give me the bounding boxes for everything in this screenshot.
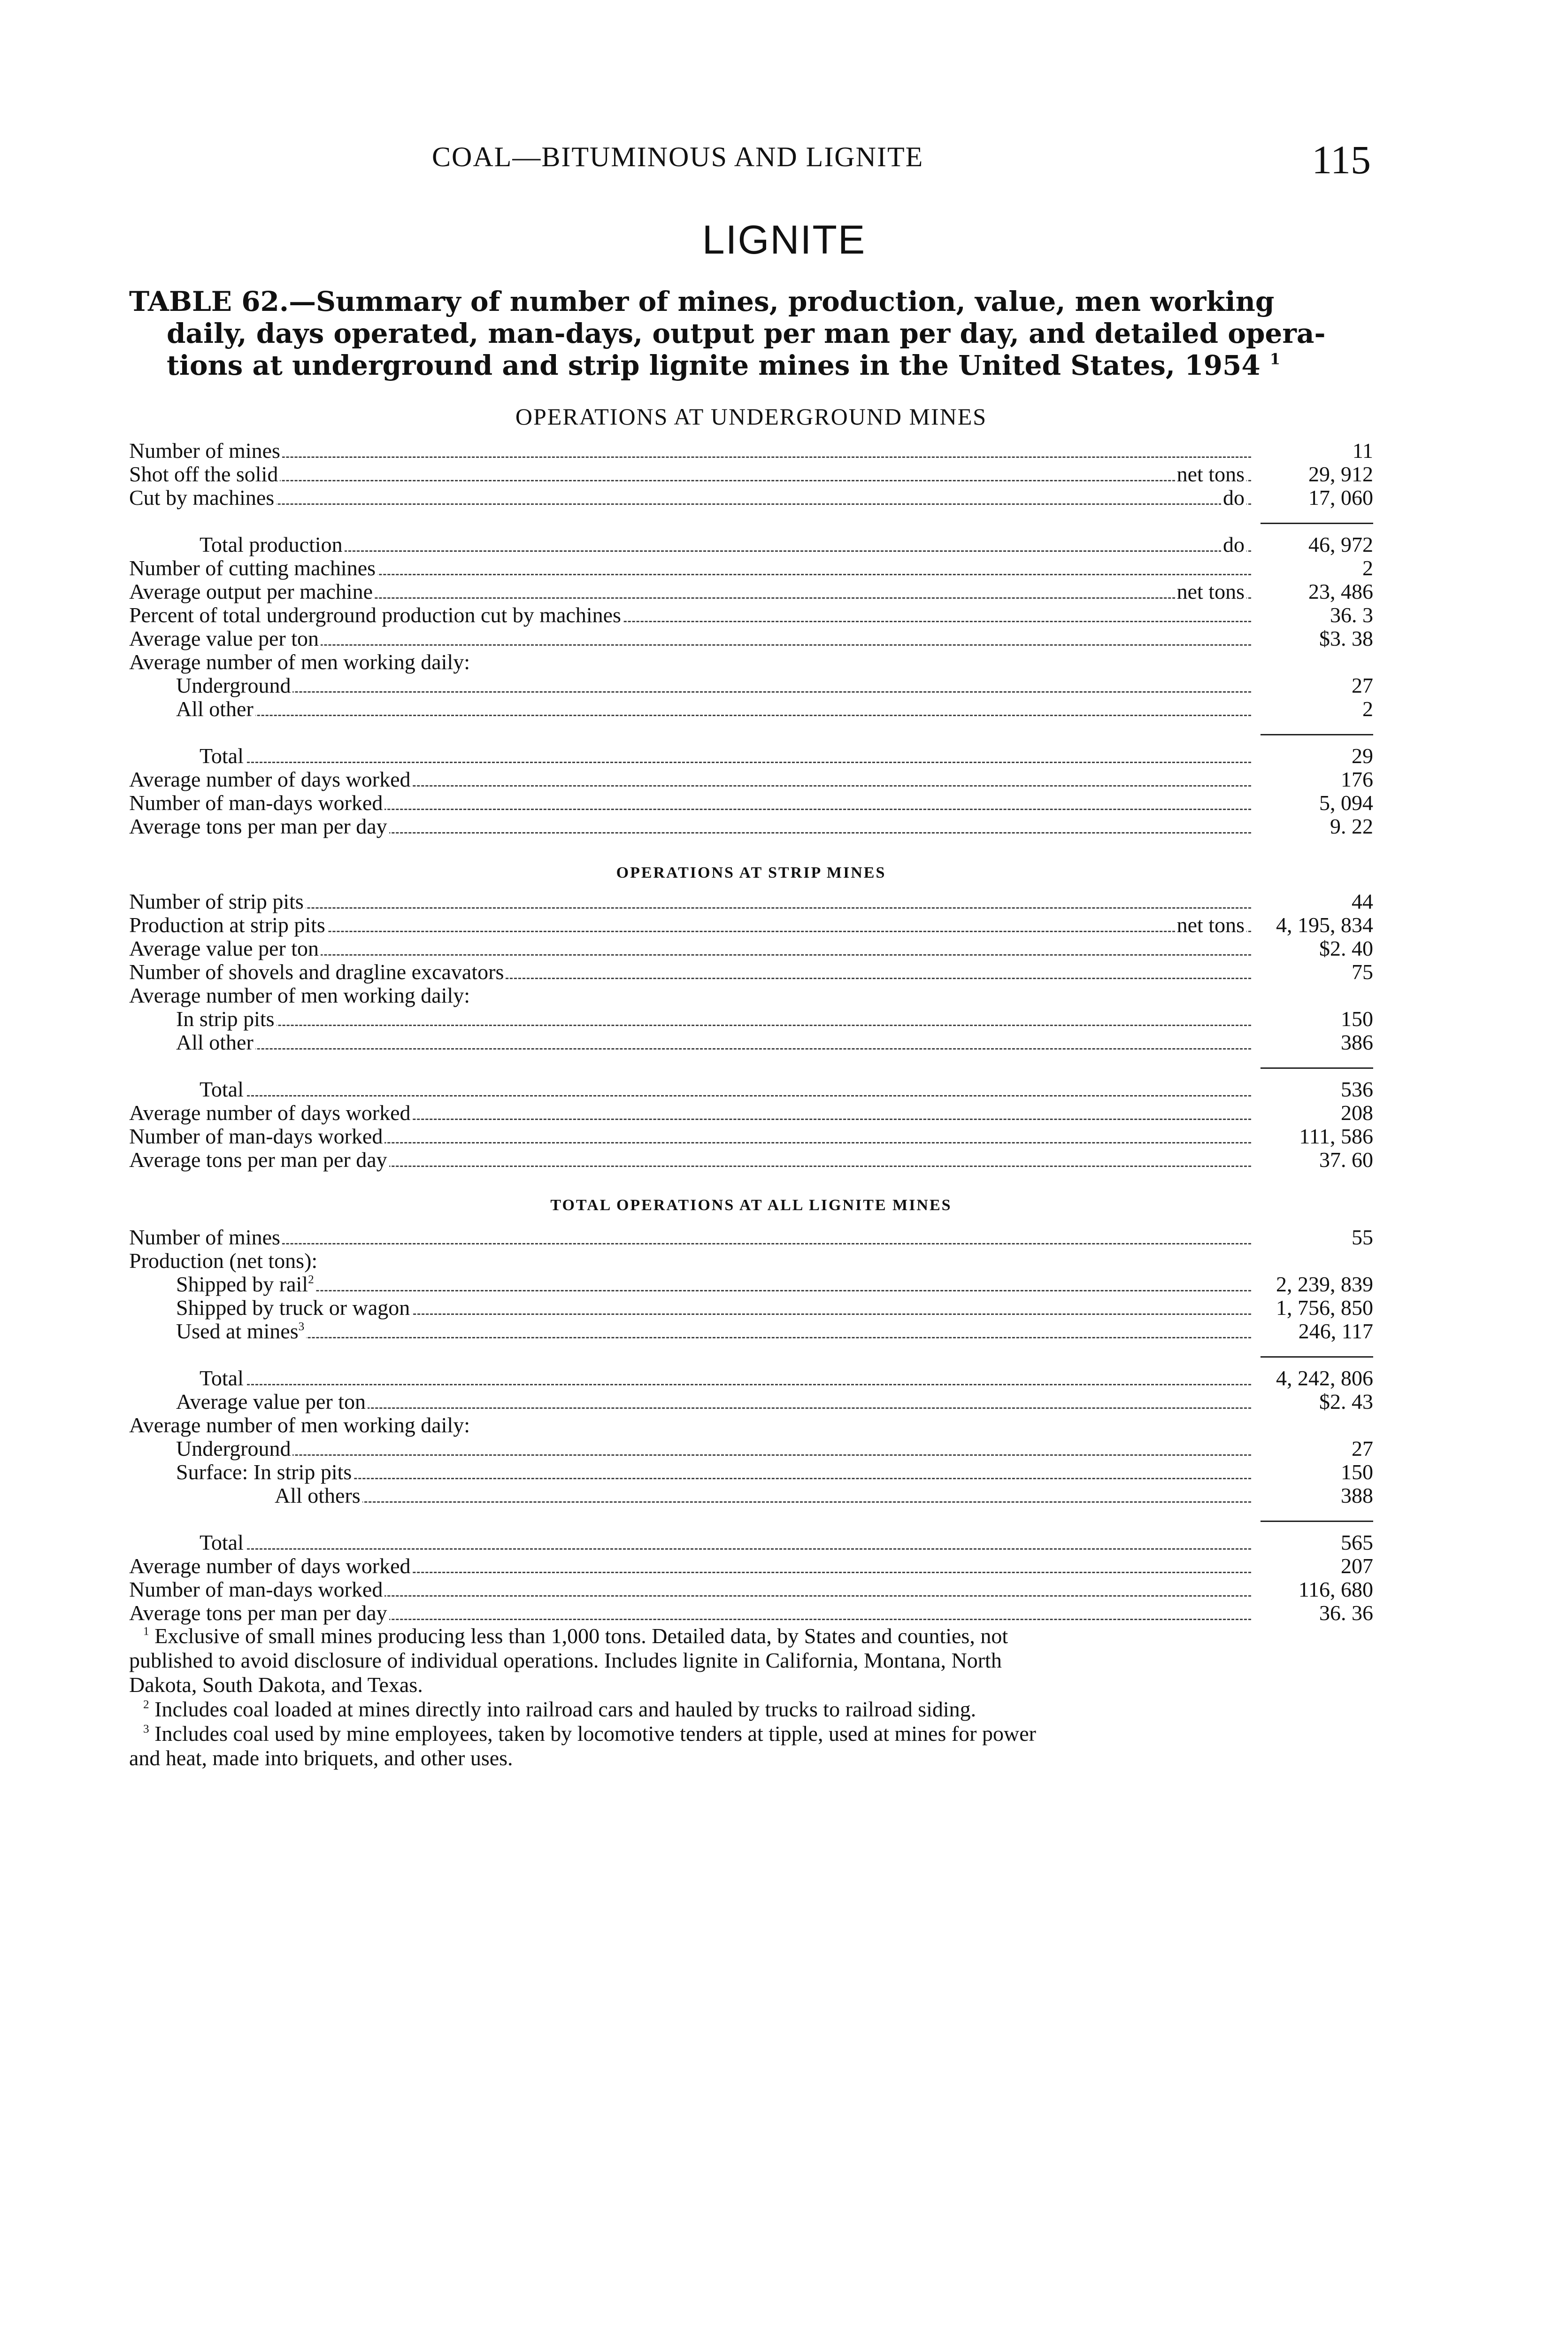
row-label-text: All other bbox=[176, 1030, 254, 1054]
section-title: LIGNITE bbox=[702, 217, 866, 263]
row-label-text: Surface: In strip pits bbox=[176, 1460, 352, 1484]
row-label-text: Total bbox=[200, 1077, 244, 1101]
row-label-text: Total production bbox=[200, 533, 343, 556]
row-value: 46, 972 bbox=[1308, 533, 1373, 556]
row-label-text: All others bbox=[275, 1483, 361, 1507]
row-value: 17, 060 bbox=[1308, 486, 1373, 510]
leader-dots bbox=[138, 481, 1251, 505]
row-label-text: Number of strip pits bbox=[129, 889, 304, 913]
table-row bbox=[129, 815, 1373, 838]
table-row bbox=[129, 1148, 1373, 1172]
table-row bbox=[129, 960, 1373, 984]
row-label-text: Used at mines bbox=[176, 1319, 299, 1343]
row-footnote-ref: 2 bbox=[308, 1273, 314, 1286]
row-label bbox=[129, 1226, 282, 1249]
leader-dots bbox=[185, 1003, 1251, 1026]
leader-dots bbox=[209, 1526, 1251, 1550]
row-value: 55 bbox=[1352, 1225, 1373, 1249]
row-value: 29, 912 bbox=[1308, 462, 1373, 486]
leader-dots bbox=[185, 1026, 1251, 1050]
footnote-1-text-1: Exclusive of small mines producing less than 1,000 tons. Detailed data, by States and counties, not bbox=[154, 1624, 1008, 1648]
row-value: 207 bbox=[1341, 1554, 1373, 1578]
leader-dots bbox=[209, 1362, 1251, 1385]
row-value: 11 bbox=[1352, 439, 1373, 463]
row-label bbox=[129, 1148, 389, 1172]
table-row bbox=[129, 486, 1373, 510]
footnote-2-text: Includes coal loaded at mines directly into railroad cars and hauled by trucks to railroad siding. bbox=[154, 1697, 976, 1721]
footnote-3-line-1 bbox=[129, 1722, 1373, 1746]
leader-dots bbox=[185, 1268, 1251, 1291]
row-label-text: Average number of men working daily: bbox=[129, 650, 470, 674]
row-value: 5, 094 bbox=[1319, 791, 1373, 815]
leader-dots bbox=[185, 1432, 1251, 1456]
row-value: 4, 195, 834 bbox=[1276, 913, 1373, 937]
caption-line-2: daily, days operated, man-days, output per man per day, and detailed opera- bbox=[167, 317, 1326, 349]
row-value: 36. 3 bbox=[1330, 603, 1373, 627]
row-label-text: Underground bbox=[176, 673, 291, 697]
footnote-3-line-2: and heat, made into briquets, and other uses. bbox=[129, 1746, 513, 1770]
leader-dots bbox=[284, 1479, 1251, 1503]
leader-dots bbox=[185, 693, 1251, 716]
row-label-text: Average tons per man per day bbox=[129, 1148, 387, 1172]
row-unit: net tons bbox=[1175, 913, 1246, 937]
row-value: 111, 586 bbox=[1299, 1124, 1373, 1148]
row-label-text: Number of man-days worked bbox=[129, 1577, 383, 1601]
row-value: 116, 680 bbox=[1298, 1577, 1373, 1601]
caption-line-3-text: tions at underground and strip lignite mines in the United States, 1954 bbox=[167, 349, 1261, 381]
row-label-text: Average number of men working daily: bbox=[129, 983, 470, 1007]
row-label-text: Average number of days worked bbox=[129, 1554, 411, 1578]
row-label bbox=[129, 1601, 389, 1625]
table-row bbox=[129, 1390, 1373, 1413]
leader-dots bbox=[185, 669, 1251, 693]
row-label-text: Underground bbox=[176, 1437, 291, 1460]
row-label bbox=[129, 815, 389, 838]
summary-table bbox=[129, 0, 1373, 2348]
row-unit: net tons bbox=[1175, 463, 1246, 486]
row-value: 150 bbox=[1341, 1460, 1373, 1484]
row-value: 565 bbox=[1341, 1530, 1373, 1554]
footnote-3-mark: 3 bbox=[143, 1722, 149, 1736]
row-label-text: Average number of days worked bbox=[129, 1101, 411, 1125]
row-label-text: Production at strip pits bbox=[129, 913, 325, 937]
row-value: 75 bbox=[1352, 960, 1373, 984]
row-label bbox=[176, 1390, 368, 1413]
row-label-text: Number of cutting machines bbox=[129, 556, 376, 580]
row-label-text: Average tons per man per day bbox=[129, 814, 387, 838]
row-label-text: In strip pits bbox=[176, 1007, 275, 1031]
row-label bbox=[275, 1484, 362, 1507]
row-label-text: Number of man-days worked bbox=[129, 791, 383, 815]
footnotes bbox=[129, 1624, 1373, 1770]
row-value: 4, 242, 806 bbox=[1276, 1366, 1373, 1390]
leader-dots bbox=[185, 1315, 1251, 1338]
table-row bbox=[129, 627, 1373, 650]
table-row bbox=[129, 1226, 1373, 1249]
table-row bbox=[129, 1031, 1373, 1054]
row-value: 386 bbox=[1341, 1030, 1373, 1054]
row-label-text: Shot off the solid bbox=[129, 462, 278, 486]
row-label-text: Cut by machines bbox=[129, 486, 275, 510]
row-value: $3. 38 bbox=[1319, 626, 1373, 650]
row-label-text: Percent of total underground production cut by machines bbox=[129, 603, 621, 627]
row-unit: do bbox=[1221, 533, 1246, 556]
footnote-2-mark: 2 bbox=[143, 1698, 149, 1711]
row-value: 29 bbox=[1352, 744, 1373, 768]
row-label-text: Average number of men working daily: bbox=[129, 1413, 470, 1437]
footnote-1-mark: 1 bbox=[143, 1624, 149, 1638]
table-row bbox=[129, 1320, 1373, 1343]
row-label-text: Average value per ton bbox=[129, 936, 319, 960]
row-label bbox=[129, 486, 276, 510]
row-value: 388 bbox=[1341, 1483, 1373, 1507]
table-row bbox=[129, 1601, 1373, 1625]
row-value: 1, 756, 850 bbox=[1276, 1296, 1373, 1320]
leader-dots bbox=[138, 1221, 1251, 1244]
page-number: 115 bbox=[1312, 137, 1371, 182]
caption-line-1: TABLE 62.—Summary of number of mines, production, value, men working bbox=[129, 286, 1275, 317]
row-value: $2. 43 bbox=[1319, 1390, 1373, 1413]
row-label-text: Number of shovels and dragline excavators bbox=[129, 960, 504, 984]
row-label-text: Average tons per man per day bbox=[129, 1601, 387, 1625]
row-value: 44 bbox=[1352, 889, 1373, 913]
row-value: 176 bbox=[1341, 767, 1373, 791]
row-footnote-ref: 3 bbox=[298, 1320, 305, 1333]
row-label-text: All other bbox=[176, 697, 254, 721]
total-rule bbox=[1261, 1521, 1373, 1522]
row-label-text: Shipped by rail bbox=[176, 1272, 308, 1296]
leader-dots bbox=[138, 458, 1251, 481]
leader-dots bbox=[138, 434, 1251, 458]
total-rule bbox=[1261, 734, 1373, 735]
row-label-text: Average output per machine bbox=[129, 579, 373, 603]
row-label-text: Number of mines bbox=[129, 1225, 280, 1249]
footnote-1-line-2: published to avoid disclosure of individual operations. Includes lignite in California, Montana, North bbox=[129, 1648, 1002, 1672]
leader-dots bbox=[209, 740, 1251, 763]
row-value: 2 bbox=[1362, 556, 1373, 580]
row-unit: do bbox=[1221, 486, 1246, 510]
leader-dots bbox=[209, 1073, 1251, 1097]
table-row bbox=[129, 1484, 1373, 1507]
total-rule bbox=[1261, 1356, 1373, 1358]
caption-footnote-ref: 1 bbox=[1269, 350, 1281, 368]
row-value: 27 bbox=[1352, 1437, 1373, 1460]
table-row bbox=[129, 697, 1373, 721]
row-value: $2. 40 bbox=[1319, 936, 1373, 960]
row-value: 208 bbox=[1341, 1101, 1373, 1125]
row-value: 23, 486 bbox=[1308, 579, 1373, 603]
row-unit: net tons bbox=[1175, 580, 1246, 603]
footnote-1-line-1 bbox=[129, 1624, 1373, 1648]
row-label-text: Average value per ton bbox=[176, 1390, 366, 1413]
row-label-text: Total bbox=[200, 1530, 244, 1554]
row-value: 150 bbox=[1341, 1007, 1373, 1031]
row-label-text: Total bbox=[200, 1366, 244, 1390]
row-label-text: Production (net tons): bbox=[129, 1249, 318, 1273]
row-label bbox=[129, 960, 506, 984]
row-value: 536 bbox=[1341, 1077, 1373, 1101]
row-label bbox=[176, 1320, 306, 1343]
row-label-text: Average value per ton bbox=[129, 626, 319, 650]
row-label-text: Number of mines bbox=[129, 439, 280, 463]
row-label bbox=[176, 697, 255, 721]
row-value: 36. 36 bbox=[1319, 1601, 1373, 1625]
footnote-2 bbox=[129, 1697, 1373, 1722]
row-value: 27 bbox=[1352, 673, 1373, 697]
row-label bbox=[176, 1031, 255, 1054]
leader-dots bbox=[209, 528, 1251, 552]
row-label bbox=[129, 627, 321, 650]
row-value: 37. 60 bbox=[1319, 1148, 1373, 1172]
total-rule bbox=[1261, 1067, 1373, 1069]
footnote-3-text-1: Includes coal used by mine employees, taken by locomotive tenders at tipple, used at mines for power bbox=[154, 1722, 1036, 1746]
heading-total: TOTAL OPERATIONS AT ALL LIGNITE MINES bbox=[550, 1197, 952, 1214]
row-label-text: Average number of days worked bbox=[129, 767, 411, 791]
heading-underground: OPERATIONS AT UNDERGROUND MINES bbox=[515, 403, 987, 430]
heading-strip: OPERATIONS AT STRIP MINES bbox=[616, 864, 886, 881]
row-value: 9. 22 bbox=[1330, 814, 1373, 838]
row-label-text: Total bbox=[200, 744, 244, 768]
footnote-1-line-3: Dakota, South Dakota, and Texas. bbox=[129, 1673, 423, 1697]
running-title: COAL—BITUMINOUS AND LIGNITE bbox=[432, 141, 924, 172]
row-value: 2 bbox=[1362, 697, 1373, 721]
row-value: 246, 117 bbox=[1298, 1319, 1373, 1343]
row-value: 2, 239, 839 bbox=[1276, 1272, 1373, 1296]
row-label-text: Number of man-days worked bbox=[129, 1124, 383, 1148]
row-label-text: Shipped by truck or wagon bbox=[176, 1296, 410, 1320]
total-rule bbox=[1261, 523, 1373, 524]
